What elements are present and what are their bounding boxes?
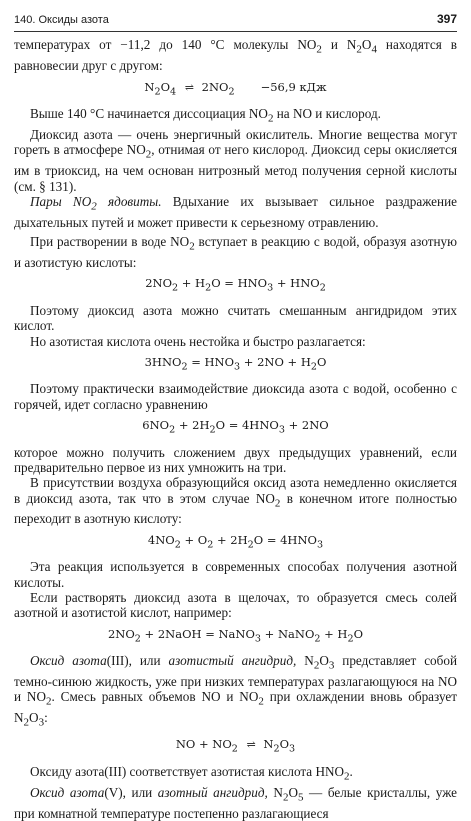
- paragraph: Эта реакция используется в современных способах получения азотной кислоты.: [14, 559, 457, 590]
- equation: $2NO_2$ + 2NaOH = NaNO$_3$ + NaNO$_2$ + $H_2O$: [107, 626, 364, 644]
- equation: $4NO_2 + O_2 + 2H_2O = 4HNO_3$: [147, 532, 324, 551]
- section-title: 140. Оксиды азота: [14, 14, 109, 26]
- equation: NO + $NO_2$ ⇌ $N_2O_3$: [175, 737, 296, 755]
- page-body: [14, 37, 457, 821]
- paragraph: Но азотистая кислота очень нестойка и быстро разлагается:: [30, 333, 366, 349]
- paragraph: которое можно получить сложением двух предыдущих уравнений, если предварительно первое из них умножить на три.: [14, 444, 457, 475]
- paragraph: Поэтому диоксид азота можно считать смешанным ангидридом этих кислот.: [14, 302, 457, 334]
- paragraph: температурах от −11,2 до 140 °C молекулы $NO_2$ и $N_2O_4$ находятся в равновесии друг с другом:: [14, 37, 457, 74]
- paragraph: Оксид азота(III), или азотистый ангидрид, $N_2O_3$ представляет собой темно-синюю жидкость, уже при низких температурах разлагающуюся на NO и $NO_2$. Смесь равных объемов NO и $NO_2$ при охлаждении вновь образует $N_2O_3$:: [14, 653, 458, 729]
- paragraph: При растворении в воде $NO_2$ вступает в реакцию с водой, образуя азотную и азотистую кислоты:: [14, 234, 457, 271]
- paragraph: Выше 140 °C начинается диссоциация $NO_2$ на NO и кислород.: [30, 106, 381, 125]
- paragraph: Если растворять диоксид азота в щелочах, то образуется смесь солей азотной и азотистой кислот, например:: [14, 589, 457, 621]
- paragraph: Поэтому практически взаимодействие диоксида азота с водой, особенно с горячей, идет согласно уравнению: [14, 381, 457, 412]
- page-number: 397: [436, 12, 457, 26]
- running-header: [14, 12, 457, 32]
- equation: $2NO_2 + H_2O = HNO_3 + HNO_2$: [145, 276, 326, 294]
- paragraph: Оксиду азота(III) соответствует азотистая кислота $HNO_2$.: [30, 763, 353, 783]
- equation: $3HNO_2 = HNO_3 + 2NO + H_2O$: [144, 354, 327, 373]
- equation: $N_2O_4$ ⇌ $2NO_2 -56,9$ кДж: [144, 79, 327, 97]
- paragraph: Оксид азота(V), или азотный ангидрид, $N_2O_5$ — белые кристаллы, уже при комнатной температуре постепенно разлагающиеся: [14, 784, 457, 821]
- paragraph: Пары $NO_2$ ядовиты. Вдыхание их вызывает сильное раздражение дыхательных путей и может привести к серьезному отравлению.: [14, 193, 457, 230]
- paragraph: Диоксид азота — очень энергичный окислитель. Многие вещества могут гореть в атмосфере $NO_2$, отнимая от него кислород. Диоксид серы окисляется им в триоксид, на чем основан нитрозный метод получения серной кислоты (см. § 131).: [14, 127, 458, 194]
- equation: $6NO_2 + 2H_2O = 4HNO_3 + 2NO$: [142, 418, 329, 436]
- paragraph: В присутствии воздуха образующийся оксид азота немедленно окисляется в диоксид азота, так что в этом случае $NO_2$ в конечном итоге полностью переходит в азотную кислоту:: [14, 475, 458, 527]
